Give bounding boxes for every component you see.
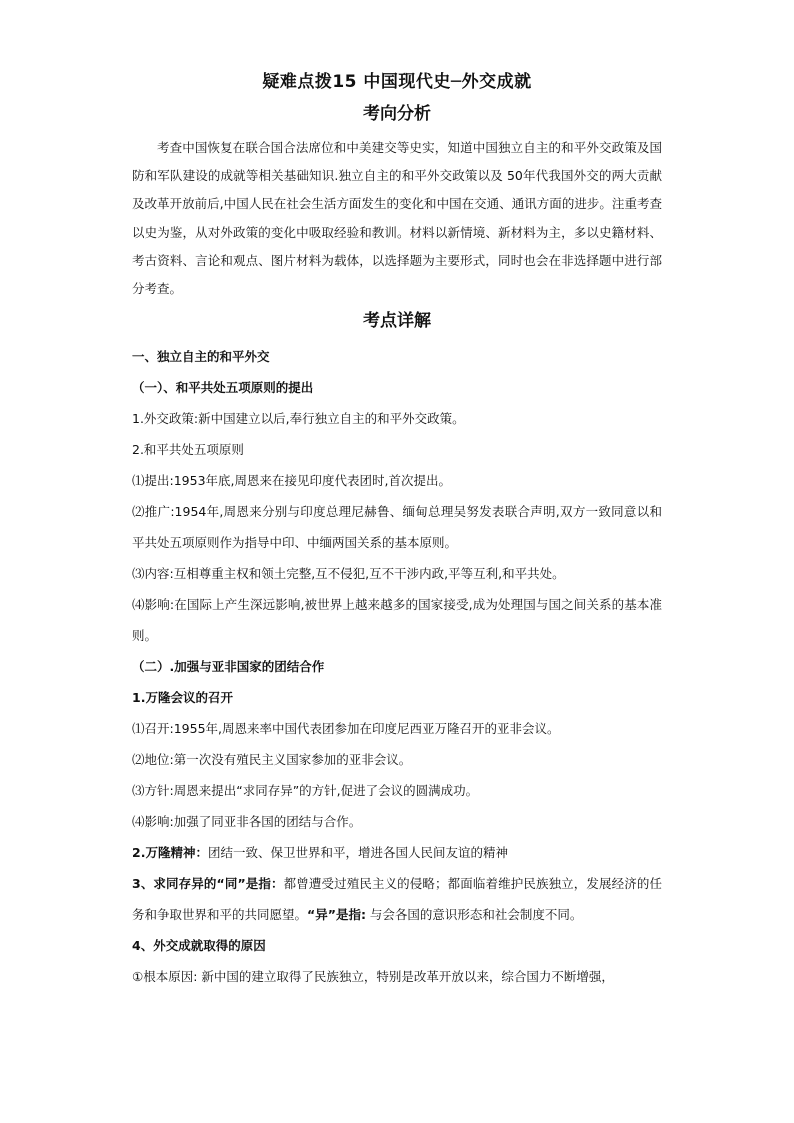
document-content [132,70,662,992]
differences-text: 与会各国的意识形态和社会制度不同。 [365,907,583,923]
document-title: 疑难点拨15 中国现代史─外交成就 [262,72,532,92]
item-principles-influence: ⑷影响:在国际上产生深远影响,被世界上越来越多的国家接受,成为处理国与国之间关系的基本准则。 [132,597,662,644]
analysis-paragraph: 考查中国恢复在联合国合法席位和中美建交等史实，知道中国独立自主的和平外交政策及国防和军队建设的成就等相关基础知识.独立自主的和平外交政策以及 50年代我国外交的两大贡献及改革开放前后,中国人民在社会生活方面发生的变化和中国在交通、通讯方面的进步。注重考查以史为鉴，从对外政策的变化中吸取经验和教训。材料以新情境、新材料为主，多以史籍材料、考古资料、言论和观点、图片材料为载体，以选择题为主要形式，同时也会在非选择题中进行部分考查。 [132,140,662,297]
item-principles-promotion: ⑵推广:1954年,周恩来分别与印度总理尼赫鲁、缅甸总理吴努发表联合声明,双方一致同意以和平共处五项原则作为指导中印、中缅两国关系的基本原则。 [132,504,662,551]
item-bandung-status: ⑵地位:第一次没有殖民主义国家参加的亚非会议。 [132,752,412,768]
item-achievement-reasons: 4、外交成就取得的原因 [132,938,266,954]
fundamental-reason-label: ①根本原因: [132,969,198,985]
heading-analysis: 考向分析 [363,104,431,124]
common-ground-text: 都曾遭受过殖民主义的侵略；都面临着维护民族独立，发展经济的任务和争取世界和平的共同愿望。 [132,876,662,923]
common-ground-label: 3、求同存异的“同”是指： [132,876,284,892]
item-bandung-policy: ⑶方针:周恩来提出“求同存异”的方针,促进了会议的圆满成功。 [132,783,479,799]
section-heading-1: 一、独立自主的和平外交 [132,349,270,365]
subsection-heading-2: （二）.加强与亚非国家的团结合作 [132,659,325,675]
item-five-principles: 2.和平共处五项原则 [132,442,244,458]
heading-details: 考点详解 [363,311,431,332]
item-principles-content: ⑶内容:互相尊重主权和领土完整,互不侵犯,互不干涉内政,平等互利,和平共处。 [132,566,565,582]
subsection-heading-1: （一）、和平共处五项原则的提出 [132,380,314,396]
bandung-spirit-text: 团结一致、保卫世界和平，增进各国人民间友谊的精神 [207,845,508,861]
item-fundamental-reason [132,961,662,992]
item-bandung-conference: 1.万隆会议的召开 [132,690,233,706]
item-bandung-spirit [132,837,662,868]
item-common-ground [132,868,662,930]
item-foreign-policy: 1.外交政策:新中国建立以后,奉行独立自主的和平外交政策。 [132,411,465,427]
item-principles-proposal: ⑴提出:1953年底,周恩来在接见印度代表团时,首次提出。 [132,473,451,489]
fundamental-reason-text: 新中国的建立取得了民族独立，特别是改革开放以来，综合国力不断增强， [197,969,614,985]
item-bandung-influence: ⑷影响:加强了同亚非各国的团结与合作。 [132,814,362,830]
differences-label: “异”是指: [307,907,366,923]
item-bandung-held: ⑴召开:1955年,周恩来率中国代表团参加在印度尼西亚万隆召开的亚非会议。 [132,721,560,737]
bandung-spirit-label: 2.万隆精神： [132,845,208,861]
